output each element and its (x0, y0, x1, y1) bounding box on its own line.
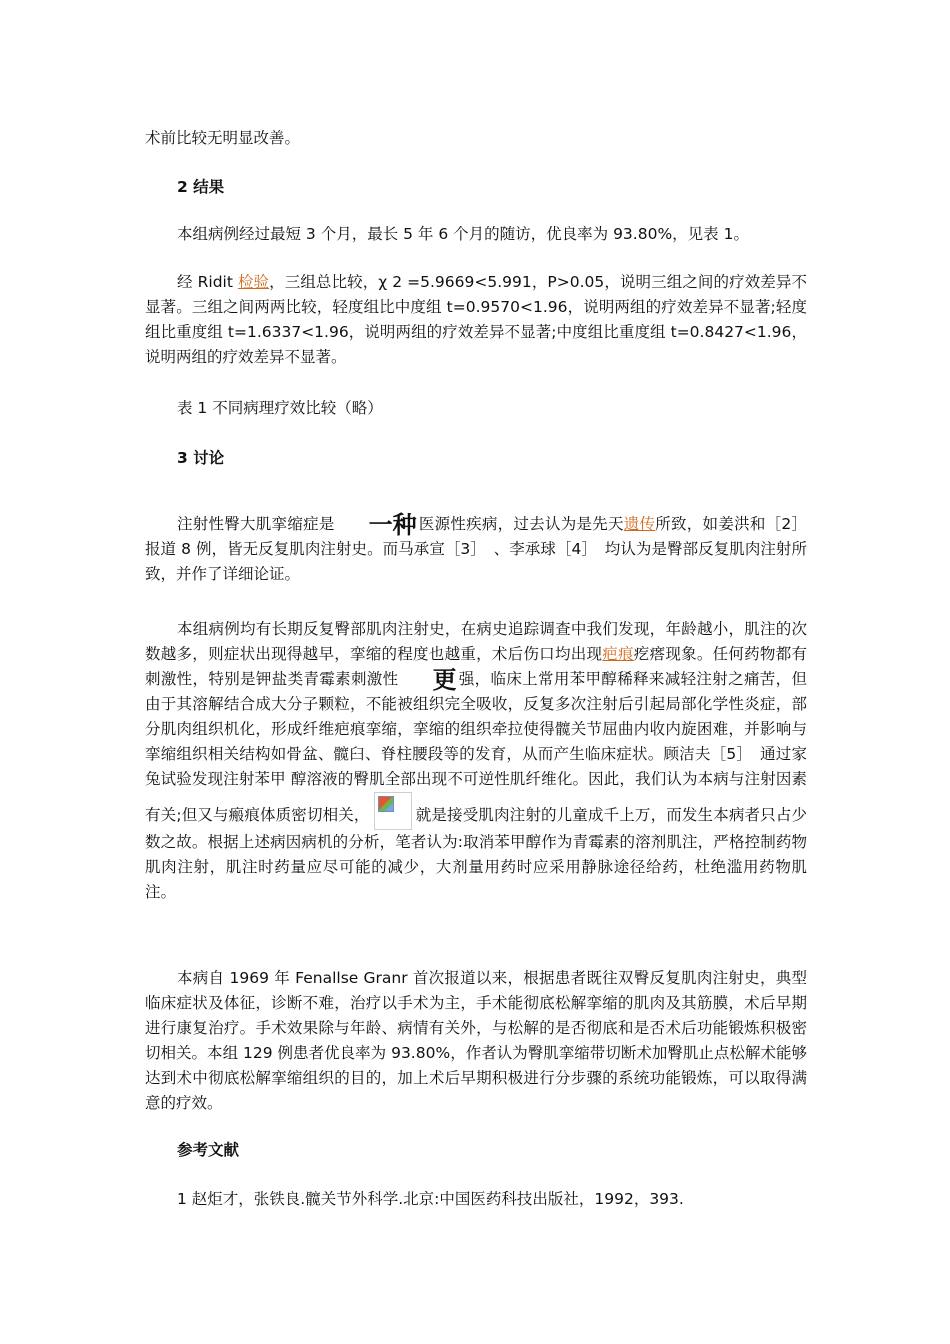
table-caption: 表 1 不同病理疗效比较（略） (177, 399, 383, 417)
paragraph-treatment: 本病自 1969 年 Fenallse Granr 首次报道以来，根据患者既往双臀反复肌肉注射史，典型临床症状及体征，诊断不难，治疗以手术为主，手术能彻底松解挛缩的肌肉及其筋膜，术后早期进行康复治疗。手术效果除与年龄、病情有关外，与松解的是否彻底和是否术后功能锻炼积极密切相关。本组 129 例患者优良率为 93.80%，作者认为臀肌挛缩带切断术加臀肌止点松解术能够达到术中彻底松解挛缩组织的目的，加上术后早期积极进行分步骤的系统功能锻炼，可以取得满意的疗效。 (145, 969, 807, 1112)
paragraph-ridit-test: 经 Ridit 检验，三组总比较，χ 2 =5.9669<5.991，P>0.05，说明三组之间的疗效差异不显著。三组之间两两比较，轻度组比中度组 t=0.9570<1.96，说明两组的疗效差异不显著;轻度组比重度组 t=1.6337<1.96，说明两组的疗效差异不显著;中度组比重度组 t=0.8427<1.96，说明两组的疗效差异不显著。 (145, 273, 807, 366)
link-yichuan[interactable]: 遗传 (623, 515, 656, 533)
link-jianyan[interactable]: 检验 (237, 273, 270, 291)
inline-glyph-image: 更 (432, 666, 457, 694)
section-heading-discussion: 3 讨论 (177, 449, 225, 467)
paragraph-discussion-intro: 注射性臀大肌挛缩症是 一种 医源性疾病，过去认为是先天遗传所致，如姜洪和［2］报道 8 例，皆无反复肌肉注射史。而马承宣［3］ 、李承球［4］ 均认为是臀部反复肌肉注射所致，并作了详细论证。 (145, 511, 807, 583)
paragraph-previous-end: 术前比较无明显改善。 (145, 129, 301, 147)
reference-item: 1 赵炬才，张铁良.髋关节外科学.北京:中国医药科技出版社，1992，393. (177, 1190, 684, 1208)
paragraph-discussion-mechanism: 本组病例均有长期反复臀部肌肉注射史，在病史追踪调查中我们发现，年龄越小，肌注的次数越多，则症状出现得越早，挛缩的程度也越重，术后伤口均出现疤痕疙瘩现象。任何药物都有刺激性，特别是钾盐类青霉素刺激性 更 强，临床上常用苯甲醇稀释来减轻注射之痛苦，但由于其溶解结合成大分子颗粒，不能被组织完全吸收，反复多次注射后引起局部化学性炎症，部分肌肉组织机化，形成纤维疤痕挛缩，挛缩的组织牵拉使得髋关节屈曲内收内旋困难，并影响与挛缩组织相关结构如骨盆、髋臼、脊柱腰段等的发育，从而产生临床症状。顾洁夫［5］ 通过家兔试验发现注射苯甲 醇溶液的臀肌全部出现不可逆性肌纤维化。因此，我们认为本病与注射因素有关;但又与瘢痕体质密切相关， 就是接受肌肉注射的儿童成千上万，而发生本病者只占少数之故。根据上述病因病机的分析，笔者认为:取消苯甲醇作为青霉素的溶剂肌注，严格控制药物肌肉注射，肌注时药量应尽可能的减少，大剂量用药时应采用静脉途径给药，杜绝滥用药物肌注。 (145, 620, 807, 901)
broken-image-icon (374, 792, 412, 830)
image-placeholder-icon (378, 796, 394, 812)
link-bahen[interactable]: 疤痕 (602, 645, 634, 663)
section-heading-results: 2 结果 (177, 178, 225, 196)
references-heading: 参考文献 (177, 1141, 240, 1159)
inline-glyph-image: 一种 (368, 511, 417, 539)
paragraph-results-followup: 本组病例经过最短 3 个月，最长 5 年 6 个月的随访，优良率为 93.80%，见表 1。 (177, 225, 749, 243)
